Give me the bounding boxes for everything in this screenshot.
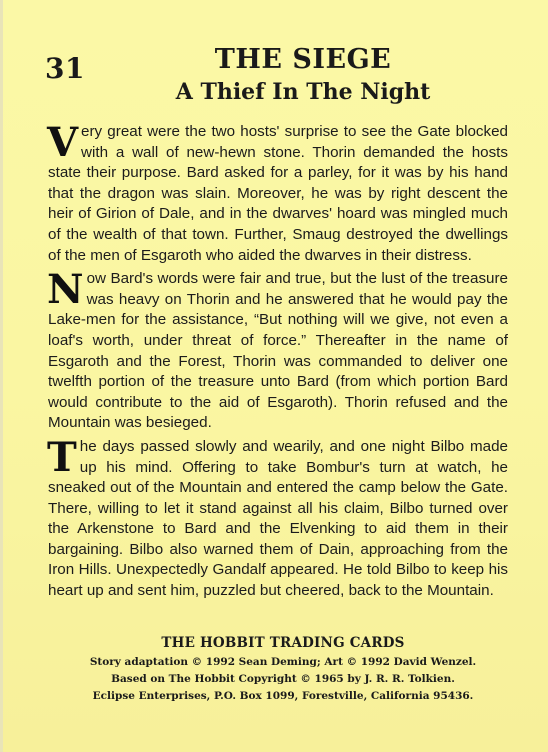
story-paragraph-2 bbox=[47, 266, 508, 434]
credits-block bbox=[33, 632, 533, 705]
credits-line-copyright: Based on The Hobbit Copyright © 1965 by J. R. R. Tolkien. bbox=[111, 673, 455, 685]
credits-line-story-art: Story adaptation © 1992 Sean Deming; Art © 1992 David Wenzel. bbox=[89, 656, 477, 668]
drop-cap: T bbox=[47, 433, 77, 481]
paragraph-text: ow Bard's words were fair and true, but the lust of the treasure was heavy on Thorin and he answered that he would pay the Lake-men for the assistance, “But nothing will we give, not even a loaf's worth, under threat of force.” Thereafter in the name of Esgaroth and the Forest, Thorin was commanded to deliver one twelfth portion of the treasure unto Bard (from which portion Bard would contribute to the aid of Esgaroth). Thorin refused and the Mountain was besieged. bbox=[48, 270, 508, 432]
credits-line-publisher: Eclipse Enterprises, P.O. Box 1099, Forestville, California 95436. bbox=[92, 690, 474, 702]
card-number: 31 bbox=[45, 52, 85, 85]
paragraph-text: he days passed slowly and wearily, and one night Bilbo made up his mind. Offering to take Bombur's turn at watch, he sneaked out of the Mountain and entered the camp below the Gate. There, willing to let it stand against all his claim, Bilbo turned over the Arkenstone to Bard and the Elvenking to aid them in their bargaining. Bilbo also warned them of Dain, approaching from the Iron Hills. Unexpectedly Gandalf appeared. He told Bilbo to keep his heart up and sent him, puzzled but cheered, back to the Mountain. bbox=[48, 437, 508, 600]
story-paragraph-1 bbox=[47, 119, 508, 266]
card-subtitle: A Thief In The Night bbox=[175, 79, 431, 105]
story-text bbox=[47, 119, 508, 605]
drop-cap: N bbox=[47, 266, 84, 314]
paragraph-text: ery great were the two hosts' surprise to see the Gate blocked with a wall of new-hewn stone. Thorin demanded the hosts state their purpose. Bard asked for a parley, for it was by his hand that the dragon was slain. Moreover, he was by right descent the heir of Girion of Dale, and in the dwarves' hoard was mingled much of the wealth of that town. Further, Smaug destroyed the dwellings of the men of Esgaroth who aided the dwarves in their distress. bbox=[48, 123, 508, 264]
drop-cap: V bbox=[47, 119, 79, 166]
story-paragraph-3 bbox=[47, 433, 508, 602]
card-title: THE SIEGE bbox=[214, 44, 392, 75]
credits-heading: THE HOBBIT TRADING CARDS bbox=[161, 635, 405, 651]
